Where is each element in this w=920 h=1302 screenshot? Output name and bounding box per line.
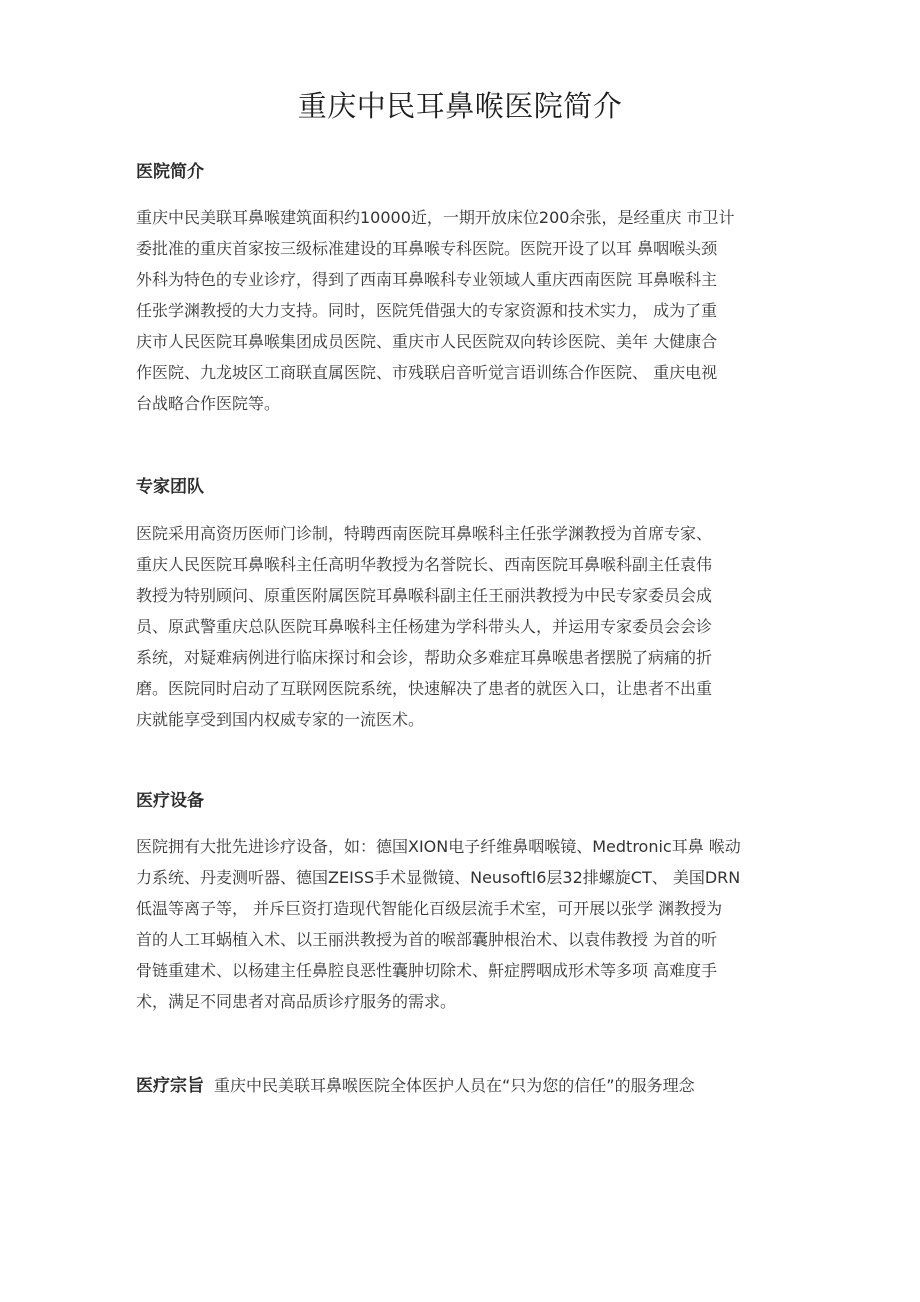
section-body-medical-equipment: 医院拥有大批先进诊疗设备，如：德国XION电子纤维鼻咽喉镜、Medtronic耳鼻 喉动 力系统、丹麦测听器、德国ZEISS手术显微镜、Neusoftl6层32排螺旋CT、 美国DRN 低温等离子等， 并斥巨资打造现代智能化百级层流手术室，可开展以张学 渊教授为 首的人工耳蜗植入术、以王丽洪教授为首的喉部囊肿根治术、以袁伟教授 为首的听 骨链重建术、以杨建主任鼻腔良恶性囊肿切除术、鼾症腭咽成形术等多项 高难度手 术，满足不同患者对高品质诊疗服务的需求。 — [136, 837, 741, 1011]
section-body-expert-team: 医院采用高资历医师门诊制，特聘西南医院耳鼻喉科主任张学渊教授为首席专家、 重庆人民医院耳鼻喉科主任高明华教授为名誉院长、西南医院耳鼻喉科副主任袁伟 教授为特别顾问、原重医附属医院耳鼻喉科副主任王丽洪教授为中民专家委员会成 员、原武警重庆总队医院耳鼻喉科主任杨建为学科带头人，并运用专家委员会会诊 系统，对疑难病例进行临床探讨和会诊，帮助众多难症耳鼻喉患者摆脱了病痛的折 磨。医院同时启动了互联网医院系统，快速解决了患者的就医入口，让患者不出重 庆就能享受到国内权威专家的一流医术。 — [136, 524, 713, 729]
document-title: 重庆中民耳鼻喉医院简介 — [297, 89, 623, 123]
mission-statement — [136, 1072, 816, 1100]
section-body-hospital-intro: 重庆中民美联耳鼻喉建筑面积约10000近，一期开放床位200余张，是经重庆 市卫计 委批准的重庆首家按三级标准建设的耳鼻喉专科医院。医院开设了以耳 鼻咽喉头颈 外科为特色的专业诊疗，得到了西南耳鼻喉科专业领域人重庆西南医院 耳鼻喉科主 任张学渊教授的大力支持。同时，医院凭借强大的专家资源和技术实力， 成为了重 庆市人民医院耳鼻喉集团成员医院、重庆市人民医院双向转诊医院、美年 大健康合 作医院、九龙坡区工商联直属医院、市残联启音听觉言语训练合作医院、 重庆电视 台战略合作医院等。 — [136, 208, 735, 413]
section-heading-hospital-intro: 医院简介 — [136, 162, 204, 182]
section-heading-medical-equipment: 医疗设备 — [136, 791, 204, 811]
mission-label: 医疗宗旨 — [136, 1076, 204, 1096]
section-heading-expert-team: 专家团队 — [136, 477, 204, 497]
mission-text: 重庆中民美联耳鼻喉医院全体医护人员在“只为您的信任”的服务理念 — [214, 1076, 695, 1095]
